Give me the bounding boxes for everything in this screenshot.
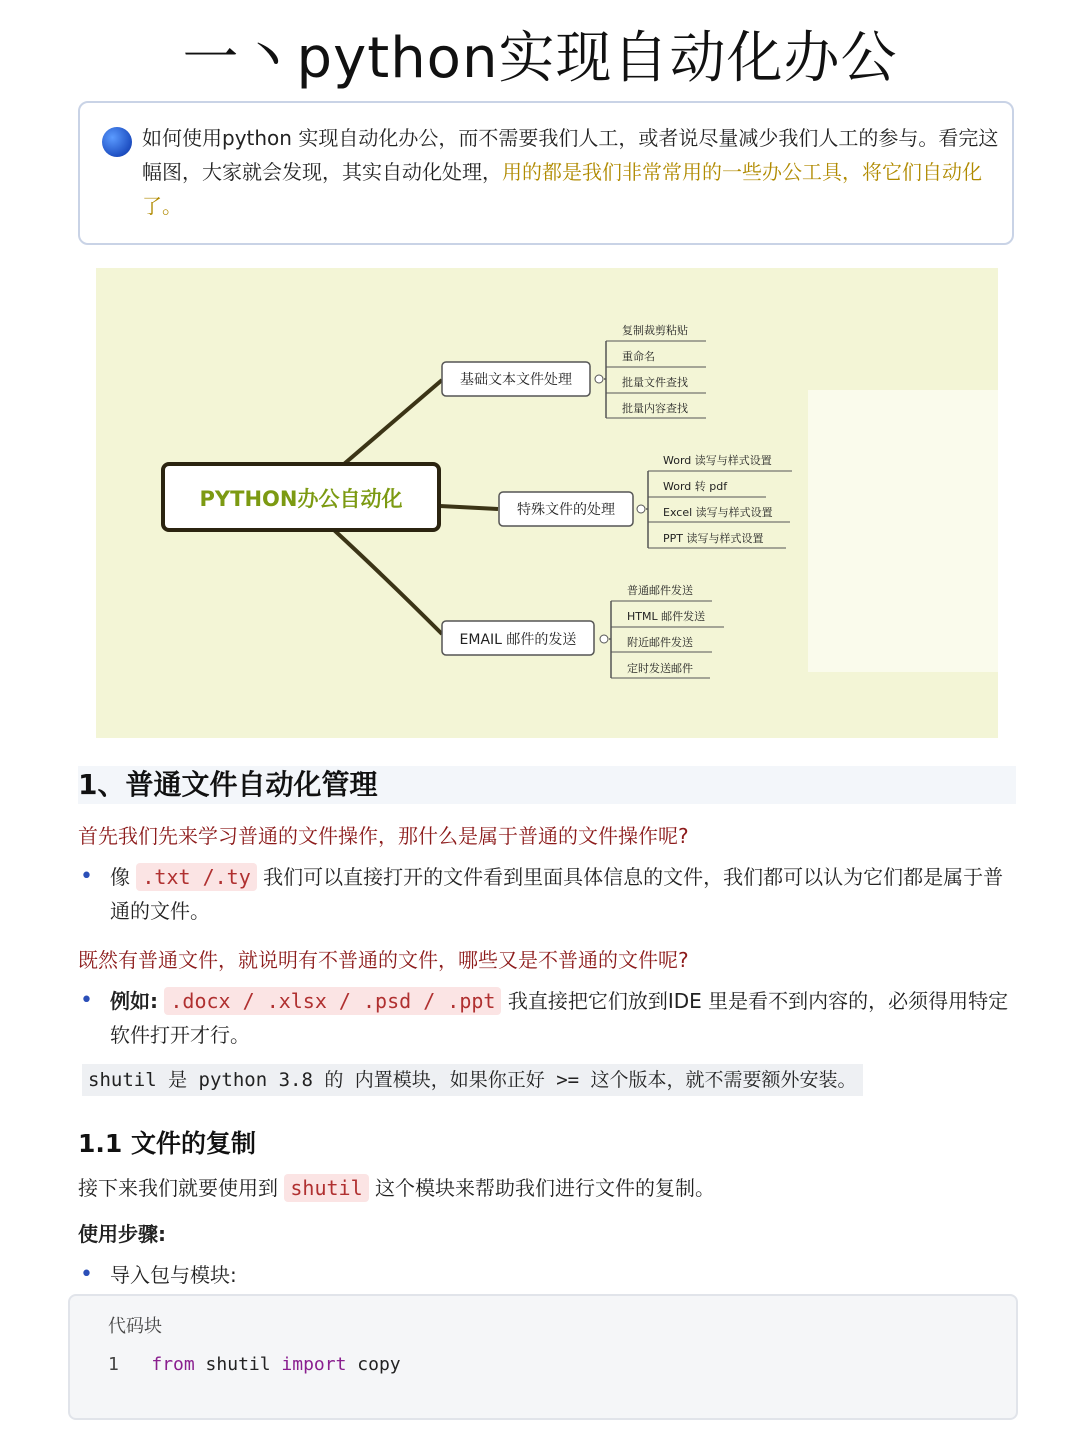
bullet-label: 例如:: [110, 989, 158, 1013]
mindmap-leaf: [648, 531, 786, 548]
connector-root-branch2: [440, 506, 498, 509]
code-text: shutil: [194, 1354, 282, 1375]
svg-text:定时发送邮件: 定时发送邮件: [627, 662, 693, 675]
subsection-heading: 1.1 文件的复制: [78, 1129, 256, 1158]
mindmap-branch-label: 特殊文件的处理: [517, 502, 615, 518]
connector-root-branch3: [334, 530, 442, 634]
mindmap-leaf: [606, 375, 706, 393]
svg-text:Excel 读写与样式设置: Excel 读写与样式设置: [663, 506, 773, 519]
mindmap-leaf: [648, 479, 766, 497]
svg-text:重命名: 重命名: [622, 350, 655, 363]
bullet-text: 我直接把它们放到IDE 里是看不到内容的，必须得用特定软件打开才行。: [110, 989, 1009, 1047]
line-number: 1: [108, 1354, 119, 1375]
mindmap-leaf: [606, 323, 706, 341]
code-keyword: import: [281, 1354, 347, 1375]
mindmap-leaf: [606, 349, 706, 367]
bullet-dot-icon: •: [80, 864, 93, 889]
mindmap-leaf: [611, 635, 712, 652]
mindmap-leaf: [606, 401, 706, 418]
bullet-text: 我们可以直接打开的文件看到里面具体信息的文件，我们都可以认为它们都是属于普通的文件。: [110, 865, 1004, 923]
mindmap-leaf: [648, 505, 790, 522]
svg-text:PPT 读写与样式设置: PPT 读写与样式设置: [663, 532, 764, 545]
mindmap-collapse-toggle: [637, 505, 645, 513]
mindmap-branch-label: EMAIL 邮件的发送: [459, 632, 577, 648]
question-text: 既然有普通文件，就说明有不普通的文件，哪些又是不普通的文件呢?: [78, 948, 689, 972]
bullet-text: 像: [110, 865, 130, 889]
paragraph-text: 接下来我们就要使用到: [78, 1176, 278, 1200]
mindmap-leaf: [611, 661, 710, 678]
mindmap-root-label: PYTHON办公自动化: [199, 487, 403, 511]
mindmap-diagram: [96, 268, 998, 738]
paragraph-text: 这个模块来帮助我们进行文件的复制。: [374, 1176, 715, 1200]
svg-text:批量内容查找: 批量内容查找: [622, 402, 688, 415]
globe-icon: [102, 127, 132, 157]
intro-text-highlight: 用的都是我们非常常用的一些办公工具，将它们自动化了。: [142, 160, 982, 218]
code-line: [108, 1354, 401, 1375]
bullet-dot-icon: •: [80, 1262, 93, 1287]
svg-text:Word 读写与样式设置: Word 读写与样式设置: [663, 454, 772, 467]
mindmap-leaf: [611, 583, 712, 601]
mindmap-collapse-toggle: [595, 375, 603, 383]
svg-text:复制裁剪粘贴: 复制裁剪粘贴: [622, 324, 688, 337]
photo-glare: [808, 390, 1043, 672]
question-text: 首先我们先来学习普通的文件操作，那什么是属于普通的文件操作呢?: [78, 824, 689, 848]
mindmap-branch-label: 基础文本文件处理: [460, 372, 572, 388]
intro-callout: [78, 101, 1014, 245]
svg-text:普通邮件发送: 普通邮件发送: [627, 584, 693, 597]
svg-text:HTML 邮件发送: HTML 邮件发送: [627, 610, 706, 623]
mindmap-collapse-toggle: [600, 635, 608, 643]
page-title: 一丶python实现自动化办公: [182, 26, 898, 91]
inline-code-note: shutil 是 python 3.8 的 内置模块，如果你正好 >= 这个版本，就不需要额外安装。: [82, 1064, 863, 1096]
section-heading: 1、普通文件自动化管理: [78, 766, 1016, 804]
intro-text: [142, 121, 1002, 223]
code-keyword: from: [151, 1354, 195, 1375]
svg-text:批量文件查找: 批量文件查找: [622, 376, 688, 389]
svg-text:Word 转 pdf: Word 转 pdf: [663, 480, 728, 493]
inline-code: shutil: [284, 1174, 368, 1202]
inline-code: .txt /.ty: [136, 863, 256, 891]
mindmap-leaf: [648, 453, 792, 471]
paragraph: [78, 1172, 715, 1201]
code-text: copy: [346, 1354, 401, 1375]
intro-text-main: 如何使用python 实现自动化办公，而不需要我们人工，或者说尽量减少我们人工的参与。看完这幅图，大家就会发现，其实自动化处理，: [142, 126, 999, 184]
bullet-text: 导入包与模块:: [110, 1263, 237, 1287]
steps-label: 使用步骤:: [78, 1222, 166, 1246]
svg-text:附近邮件发送: 附近邮件发送: [627, 636, 693, 649]
code-block[interactable]: [68, 1294, 1018, 1420]
code-block-label: 代码块: [108, 1316, 162, 1337]
bullet-dot-icon: •: [80, 988, 93, 1013]
connector-root-branch1: [344, 380, 442, 464]
inline-code: .docx / .xlsx / .psd / .ppt: [164, 987, 501, 1015]
mindmap-leaf: [611, 609, 724, 627]
